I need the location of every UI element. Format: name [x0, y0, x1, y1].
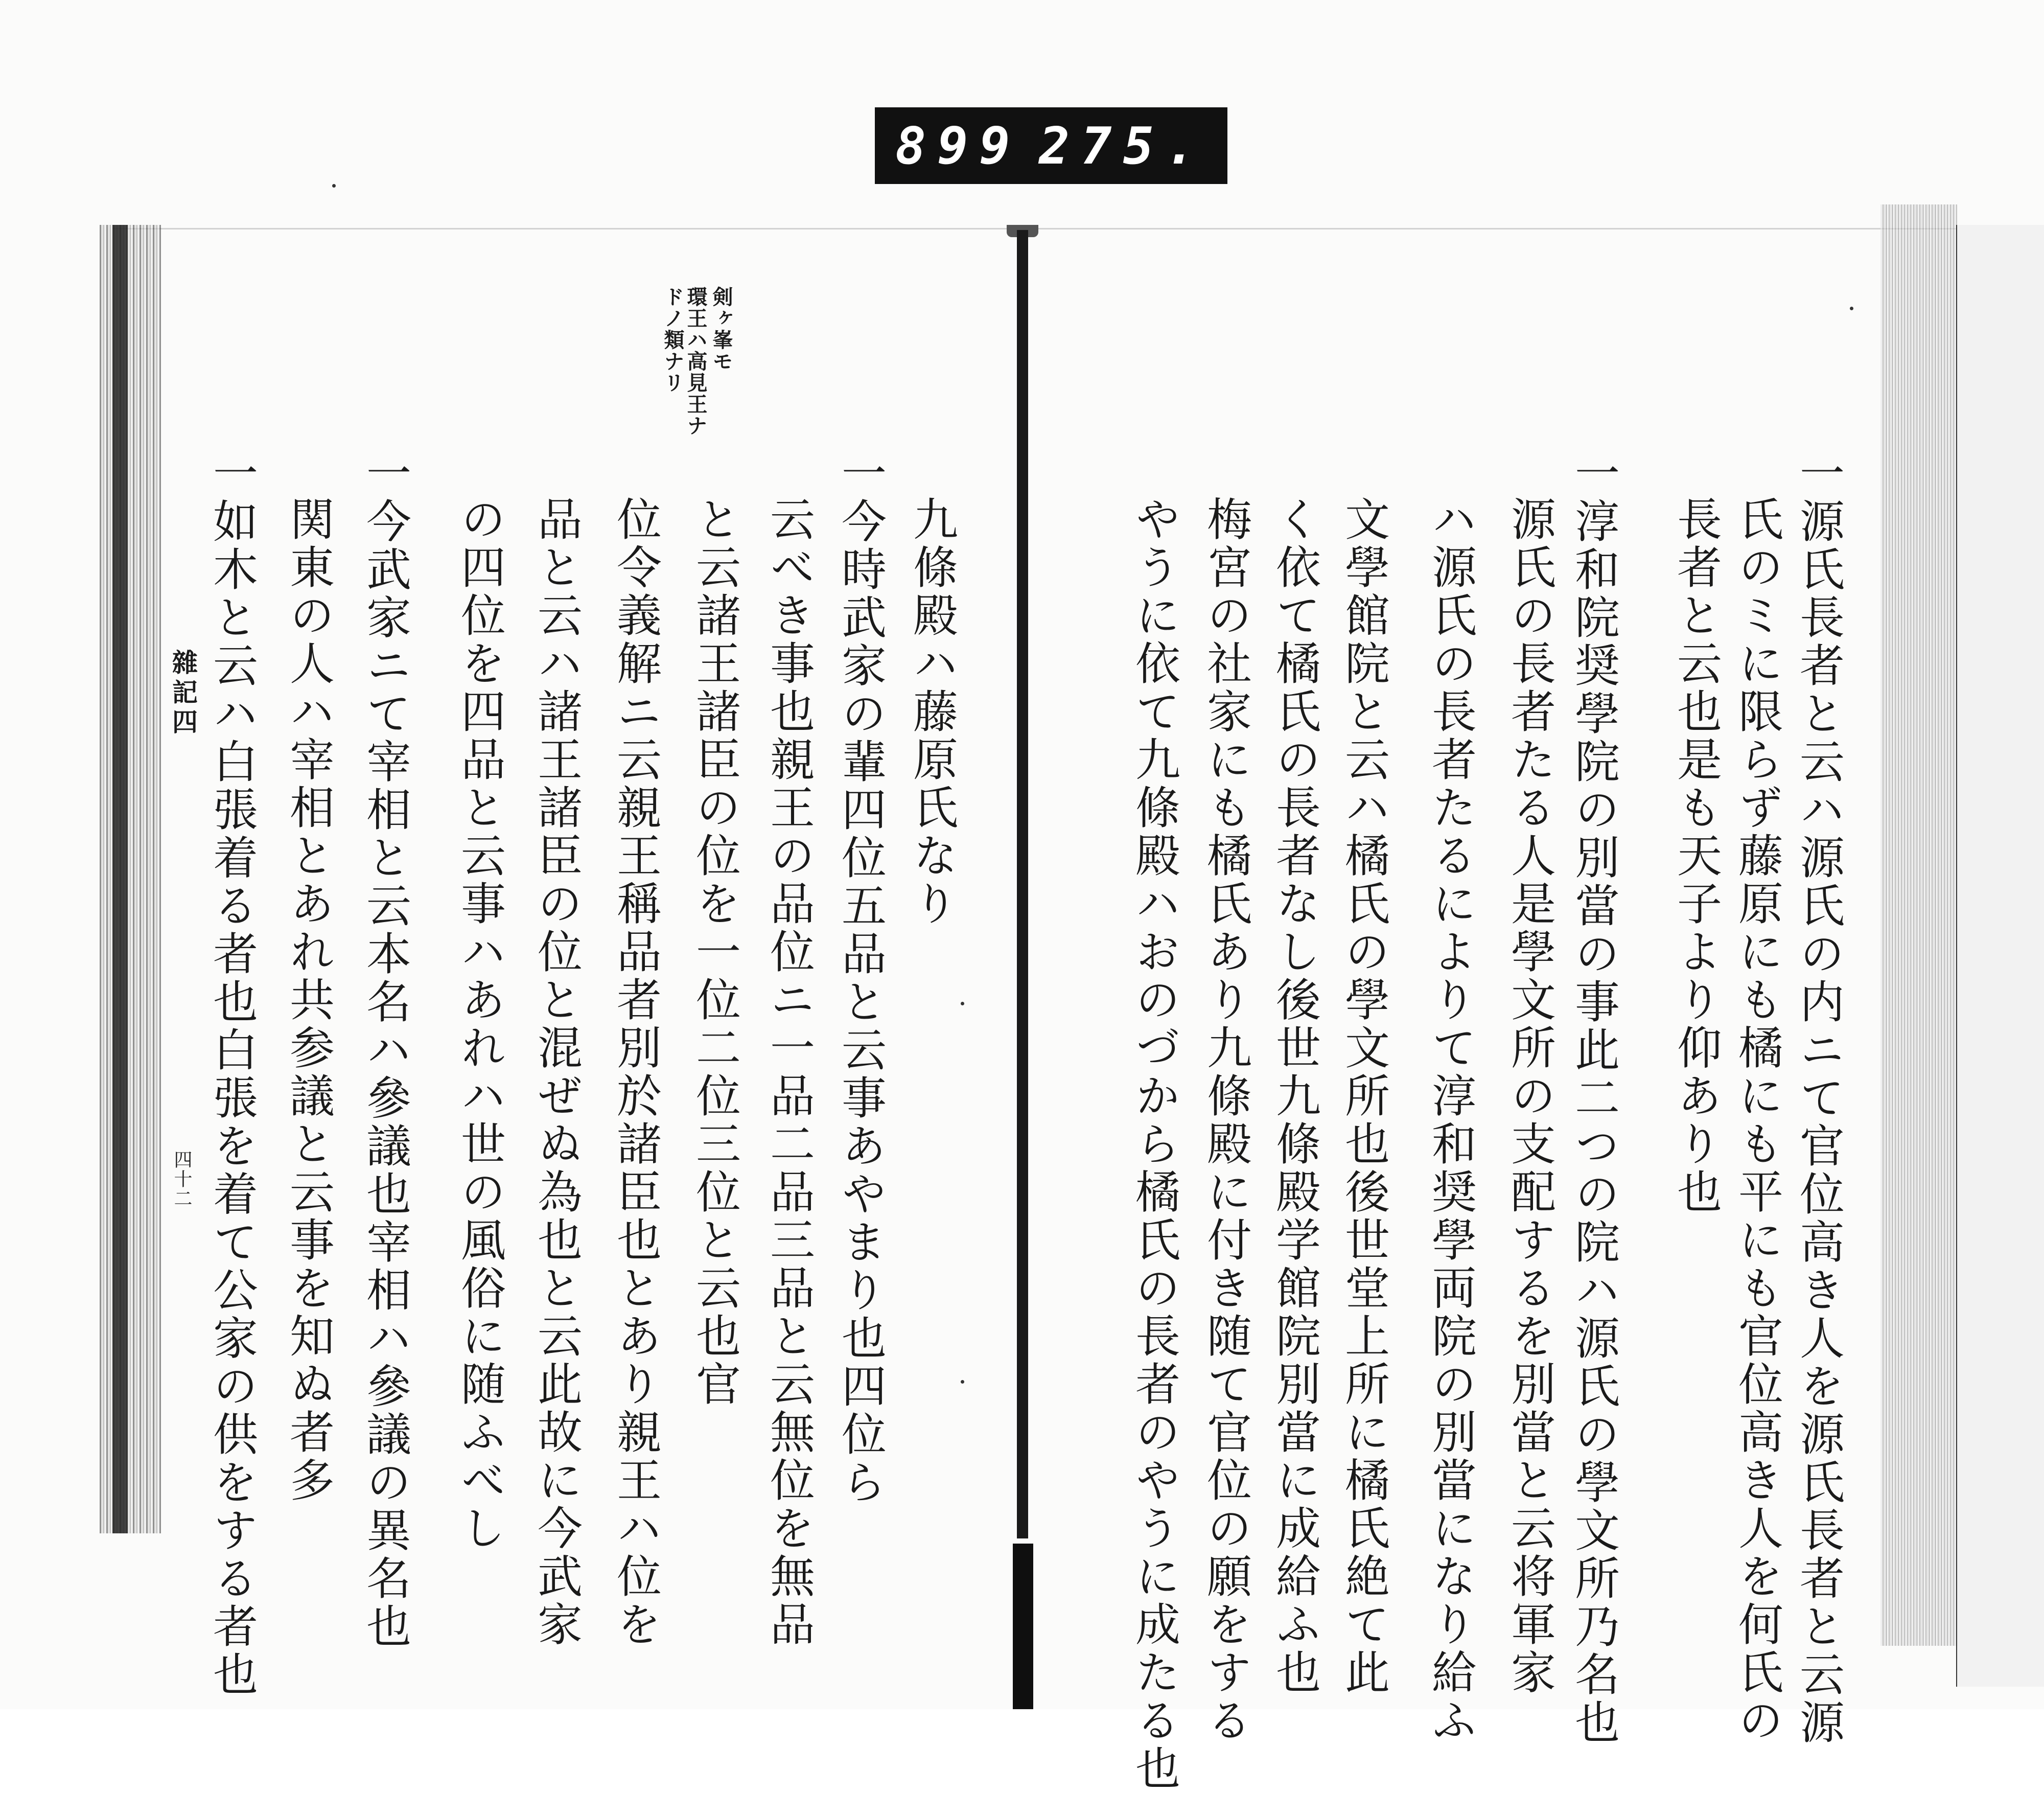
- running-head: 雜記四: [168, 649, 198, 738]
- scan-speck: [961, 1002, 964, 1005]
- text-column: 関東の人ハ宰相とあれ共参議と云事を知ぬ者多: [283, 496, 335, 1505]
- text-column: 氏のミに限らず藤原にも橘にも平にも官位高き人を何氏の: [1731, 496, 1784, 1745]
- spine-bottom: [1013, 1544, 1033, 1709]
- text-column: の四位を四品と云事ハあれハ世の風俗に随ふべし: [454, 496, 506, 1553]
- text-column: と云諸王諸臣の位を一位二位三位と云也官: [689, 496, 741, 1409]
- scan-speck: [961, 1380, 964, 1384]
- text-column: 一今武家ニて宰相と云本名ハ參議也宰相ハ參議の異名也: [359, 450, 412, 1651]
- marginal-note-gloss: 剣ヶ峯モ: [709, 286, 733, 372]
- text-column: 源氏の長者たる人是學文所の支配するを別當と云将軍家: [1504, 496, 1557, 1697]
- text-column: 梅宮の社家にも橘氏あり九條殿に付き随て官位の願をする: [1200, 496, 1252, 1745]
- text-column: 文學館院と云ハ橘氏の學文所也後世堂上所に橘氏絶て此: [1338, 496, 1390, 1697]
- marginal-note-line: 環王ハ高見王ナ: [684, 286, 708, 436]
- text-column: 九條殿ハ藤原氏なり: [906, 496, 959, 928]
- text-column: 一淳和院奨學院の別當の事此二つの院ハ源氏の學文所乃名也: [1568, 450, 1620, 1747]
- right-margin: [1957, 225, 2044, 1687]
- scan-speck: [332, 184, 336, 188]
- text-column: く依て橘氏の長者なし後世九條殿学館院別當に成給ふ也: [1269, 496, 1321, 1697]
- marginal-note-line: ドノ類ナリ: [661, 286, 685, 394]
- text-column: やうに依て九條殿ハおのづから橘氏の長者のやうに成たる也: [1128, 496, 1181, 1793]
- reel-number: 899: [895, 116, 1021, 176]
- frame-number-stamp: [875, 107, 1227, 184]
- scan-speck: [1850, 307, 1853, 310]
- text-column: 一如木と云ハ白張着る者也白張を着て公家の供をする者也: [206, 450, 259, 1699]
- left-page-edge: [100, 225, 161, 1533]
- frame-number: 275.: [1039, 116, 1207, 176]
- right-page-edge: [1880, 204, 1957, 1646]
- book-spine: [1017, 230, 1028, 1538]
- text-column: ハ源氏の長者たるによりて淳和奨學両院の別當になり給ふ: [1425, 496, 1477, 1745]
- page-number: 四十二: [171, 1150, 192, 1208]
- text-column: 長者と云也是も天子より仰あり也: [1670, 496, 1723, 1216]
- text-column: 位令義解ニ云親王稱品者別於諸臣也とあり親王ハ位を: [610, 496, 662, 1649]
- left-cover-edge: [112, 225, 128, 1533]
- text-column: 一源氏長者と云ハ源氏の内ニて官位高き人を源氏長者と云源: [1793, 450, 1845, 1747]
- text-column: 云べき事也親王の品位ニ一品二品三品と云無位を無品: [763, 496, 816, 1649]
- text-column: 品と云ハ諸王諸臣の位と混ぜぬ為也と云此故に今武家: [530, 496, 583, 1649]
- text-column: 一今時武家の輩四位五品と云事あやまり也四位ら: [834, 450, 887, 1507]
